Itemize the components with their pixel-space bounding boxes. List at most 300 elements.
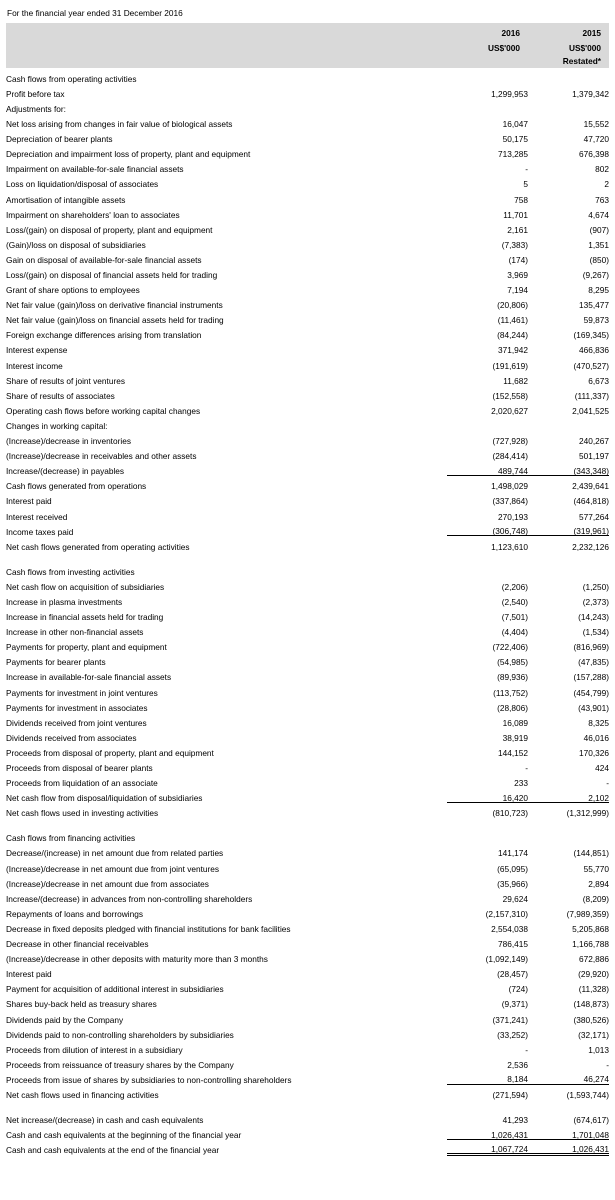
row-label: (Increase)/decrease in net amount due from associates (6, 878, 209, 889)
row-label: Net cash flows used in financing activities (6, 1089, 159, 1100)
row-value-2016: (33,252) (497, 1029, 528, 1040)
table-row (6, 1124, 609, 1139)
row-value-2015: (319,961) (573, 526, 609, 537)
table-row (6, 1009, 609, 1024)
row-label: (Increase)/decrease in other deposits with maturity more than 3 months (6, 954, 268, 965)
row-value-2015: 2,102 (588, 792, 609, 803)
row-value-2015: (8,209) (582, 893, 609, 904)
row-value-2016: (722,406) (492, 642, 528, 653)
row-value-2016: 7,194 (507, 285, 528, 296)
row-value-2015: 577,264 (579, 511, 609, 522)
row-value-2016: 11,682 (503, 375, 528, 386)
row-label: Proceeds from disposal of bearer plants (6, 763, 153, 774)
table-row (6, 355, 609, 370)
row-value-2015: 2,439,641 (528, 476, 609, 491)
table-row (6, 249, 609, 264)
table-row (6, 310, 609, 325)
row-value-2016: 233 (514, 778, 528, 789)
table-row (6, 491, 609, 506)
row-value-2015: 5,205,868 (572, 923, 609, 934)
row-value-2016: 1,498,029 (447, 476, 528, 491)
row-label: Loss on liquidation/disposal of associates (6, 179, 159, 190)
row-label: Loss/(gain) on disposal of property, plant and equipment (6, 224, 213, 235)
table-row (6, 264, 609, 279)
row-value-2016: 141,174 (498, 848, 528, 859)
row-value-2015: 1,379,342 (572, 88, 609, 99)
row-value-2016: (724) (508, 984, 528, 995)
row-label: Payment for acquisition of additional interest in subsidiaries (6, 984, 224, 995)
row-value-2016: (284,414) (492, 451, 528, 462)
header-unit-2015: US$'000 (528, 38, 609, 53)
row-label: Increase in available-for-sale financial assets (6, 672, 172, 683)
row-value-2015: (32,171) (578, 1029, 609, 1040)
row-value-2015: 46,016 (583, 732, 609, 743)
row-label: Amortisation of intangible assets (6, 194, 126, 205)
row-value-2016: 50,175 (502, 134, 528, 145)
table-row (6, 219, 609, 234)
row-value-2015: 672,886 (579, 954, 609, 965)
row-label: Cash and cash equivalents at the end of the financial year (6, 1145, 220, 1156)
row-value-2015: 4,674 (588, 209, 609, 220)
row-value-2015: 6,673 (588, 375, 609, 386)
row-label: Profit before tax (6, 88, 65, 99)
table-row (6, 1039, 609, 1054)
spacer-cell (447, 551, 528, 561)
row-label: Dividends paid by the Company (6, 1014, 124, 1025)
row-value-2016: (2,540) (501, 596, 528, 607)
row-value-2016: - (525, 164, 528, 175)
table-row (6, 652, 609, 667)
row-label: Increase in plasma investments (6, 596, 123, 607)
row-value-2016: (28,457) (497, 969, 528, 980)
cash-flow-table (6, 23, 609, 1156)
row-label: Share of results of joint ventures (6, 375, 125, 386)
row-value-2015: (907) (589, 224, 609, 235)
header-restated-2016 (447, 53, 528, 68)
row-value-2016: 713,285 (498, 149, 528, 160)
table-row (6, 682, 609, 697)
row-value-2016: (7,501) (501, 612, 528, 623)
row-label: Gain on disposal of available-for-sale financial assets (6, 254, 202, 265)
row-value-2015: 1,013 (588, 1044, 609, 1055)
table-row (6, 400, 609, 415)
table-row (6, 415, 609, 430)
row-label: Impairment on available-for-sale financial assets (6, 164, 184, 175)
row-value-2015 (528, 561, 609, 576)
row-value-2016: (28,806) (497, 702, 528, 713)
row-label: Interest paid (6, 496, 52, 507)
row-label: Proceeds from disposal of property, plant and equipment (6, 747, 214, 758)
row-value-2016: 41,293 (502, 1115, 528, 1126)
table-row (6, 994, 609, 1009)
row-label: Net increase/(decrease) in cash and cash equivalents (6, 1115, 204, 1126)
table-row (6, 294, 609, 309)
table-row (6, 772, 609, 787)
header-units-blank (6, 38, 447, 53)
table-spacer-row (6, 818, 609, 828)
table-row (6, 445, 609, 460)
header-restated-blank (6, 53, 447, 68)
row-value-2015 (528, 828, 609, 843)
row-label: Income taxes paid (6, 526, 74, 537)
row-label: Payments for investment in joint ventures (6, 687, 158, 698)
row-value-2015: 424 (595, 763, 609, 774)
table-row (6, 370, 609, 385)
row-label: Increase in other non-financial assets (6, 627, 144, 638)
row-label: Proceeds from issue of shares by subsidiaries to non-controlling shareholders (6, 1074, 292, 1085)
row-value-2015: (14,243) (578, 612, 609, 623)
row-value-2016: 786,415 (498, 939, 528, 950)
row-label: Decrease/(increase) in net amount due from related parties (6, 848, 224, 859)
table-spacer-row (6, 1099, 609, 1109)
table-row (6, 340, 609, 355)
row-value-2015: (148,873) (573, 999, 609, 1010)
table-row (6, 903, 609, 918)
row-label: Payments for property, plant and equipment (6, 642, 167, 653)
row-value-2016: (65,095) (497, 863, 528, 874)
row-value-2015: 46,274 (583, 1074, 609, 1085)
row-value-2016: 2,020,627 (491, 405, 528, 416)
row-value-2015: 1,351 (588, 239, 609, 250)
row-value-2015: (2,373) (582, 596, 609, 607)
row-value-2015: 8,325 (588, 717, 609, 728)
row-label: Impairment on shareholders' loan to associates (6, 209, 180, 220)
table-row (6, 98, 609, 113)
row-value-2016: (306,748) (492, 526, 528, 537)
row-value-2015: 1,026,431 (528, 1139, 609, 1154)
row-label: Dividends received from associates (6, 732, 137, 743)
row-label: Dividends received from joint ventures (6, 717, 147, 728)
spacer-cell (6, 818, 447, 828)
row-value-2015 (528, 68, 609, 83)
row-value-2015: 501,197 (579, 451, 609, 462)
row-value-2015: (1,593,744) (528, 1084, 609, 1099)
row-label: Increase in financial assets held for trading (6, 612, 164, 623)
table-body (6, 68, 609, 1155)
table-row (6, 727, 609, 742)
header-row-years (6, 23, 609, 38)
row-label: Depreciation and impairment loss of property, plant and equipment (6, 149, 251, 160)
table-row (6, 948, 609, 963)
table-row (6, 204, 609, 219)
row-label: Proceeds from dilution of interest in a subsidiary (6, 1044, 183, 1055)
row-label: Foreign exchange differences arising from translation (6, 330, 202, 341)
table-header (6, 23, 609, 68)
row-label: Decrease in other financial receivables (6, 939, 149, 950)
row-value-2015: (47,835) (578, 657, 609, 668)
row-value-2015: 466,836 (579, 345, 609, 356)
row-label: Interest income (6, 360, 63, 371)
row-value-2016: (89,936) (497, 672, 528, 683)
row-label: Interest expense (6, 345, 68, 356)
table-row (6, 385, 609, 400)
row-value-2015: 240,267 (579, 436, 609, 447)
table-row (6, 576, 609, 591)
row-value-2016: 371,942 (498, 345, 528, 356)
table-row (6, 667, 609, 682)
row-value-2016: (727,928) (492, 436, 528, 447)
row-value-2016: (9,371) (501, 999, 528, 1010)
row-value-2016 (447, 561, 528, 576)
row-label: Increase/(decrease) in payables (6, 466, 125, 477)
period-caption: For the financial year ended 31 December 2016 (7, 8, 183, 18)
row-value-2016: (2,157,310) (485, 908, 528, 919)
table-row (6, 1109, 609, 1124)
table-row (6, 757, 609, 772)
row-value-2016: (11,461) (497, 315, 528, 326)
row-value-2015: - (606, 1059, 609, 1070)
row-label: Payments for bearer plants (6, 657, 106, 668)
row-label: Payments for investment in associates (6, 702, 148, 713)
table-row (6, 918, 609, 933)
row-value-2015: 1,701,048 (572, 1129, 609, 1140)
row-value-2015: (470,527) (573, 360, 609, 371)
row-value-2016: (113,752) (493, 687, 528, 698)
row-value-2016: 144,152 (498, 747, 528, 758)
row-value-2016: (810,723) (447, 803, 528, 818)
row-value-2016: - (525, 763, 528, 774)
row-value-2015: (144,851) (573, 848, 609, 859)
table-row (6, 536, 609, 551)
table-row (6, 234, 609, 249)
row-value-2015: 2,041,525 (572, 405, 609, 416)
row-value-2016: - (525, 1044, 528, 1055)
table-row (6, 933, 609, 948)
row-label: Share of results of associates (6, 390, 115, 401)
row-value-2016: (174) (508, 254, 528, 265)
row-label: Increase/(decrease) in advances from non-controlling shareholders (6, 893, 253, 904)
table-row (6, 143, 609, 158)
table-row (6, 476, 609, 491)
row-value-2016 (447, 68, 528, 83)
row-value-2016: (152,558) (492, 390, 528, 401)
table-row (6, 858, 609, 873)
row-value-2016: (1,092,149) (485, 954, 528, 965)
table-row (6, 83, 609, 98)
table-row (6, 787, 609, 802)
row-value-2015: 55,770 (583, 863, 609, 874)
row-value-2016: 1,067,724 (447, 1139, 528, 1154)
row-value-2015: 59,873 (583, 315, 609, 326)
row-value-2016: 1,123,610 (447, 536, 528, 551)
spacer-cell (6, 551, 447, 561)
row-value-2016: (7,383) (501, 239, 528, 250)
row-value-2015: 135,477 (579, 300, 609, 311)
row-value-2016 (447, 415, 528, 430)
row-label: Loss/(gain) on disposal of financial assets held for trading (6, 270, 218, 281)
header-year-2016: 2016 (447, 23, 528, 38)
row-value-2016 (447, 98, 528, 113)
row-value-2015: 2,232,126 (528, 536, 609, 551)
row-label: (Increase)/decrease in net amount due from joint ventures (6, 863, 220, 874)
table-row (6, 113, 609, 128)
row-value-2015: (1,534) (582, 627, 609, 638)
table-row (6, 979, 609, 994)
table-row (6, 159, 609, 174)
row-value-2015: 2 (604, 179, 609, 190)
header-row-restated (6, 53, 609, 68)
row-value-2015: 8,295 (588, 285, 609, 296)
row-value-2016: 11,701 (503, 209, 528, 220)
row-value-2015: (816,969) (573, 642, 609, 653)
table-row (6, 561, 609, 576)
table-row (6, 174, 609, 189)
row-label: Net loss arising from changes in fair value of biological assets (6, 119, 233, 130)
row-value-2016: 2,161 (507, 224, 528, 235)
row-label: Net cash flows used in investing activities (6, 808, 159, 819)
row-label: Cash and cash equivalents at the beginning of the financial year (6, 1130, 242, 1141)
row-value-2016: 1,026,431 (491, 1129, 528, 1140)
row-value-2016: 758 (514, 194, 528, 205)
table-row (6, 325, 609, 340)
row-label: (Gain)/loss on disposal of subsidiaries (6, 239, 146, 250)
row-value-2015: (11,328) (578, 984, 609, 995)
row-value-2015 (528, 415, 609, 430)
spacer-cell (528, 818, 609, 828)
row-value-2016: 270,193 (498, 511, 528, 522)
row-label: Proceeds from reissuance of treasury shares by the Company (6, 1059, 234, 1070)
row-value-2015: (454,799) (573, 687, 609, 698)
table-row (6, 1024, 609, 1039)
table-row (6, 1069, 609, 1084)
table-row (6, 828, 609, 843)
row-label: Interest received (6, 511, 68, 522)
spacer-cell (447, 1099, 528, 1109)
row-value-2016: (271,594) (447, 1084, 528, 1099)
row-label: Operating cash flows before working capital changes (6, 405, 201, 416)
row-value-2015: (1,312,999) (528, 803, 609, 818)
row-label: Net fair value (gain)/loss on derivative financial instruments (6, 300, 223, 311)
row-label: Grant of share options to employees (6, 285, 140, 296)
table-row (6, 712, 609, 727)
header-year-2015: 2015 (528, 23, 609, 38)
row-value-2015: 763 (595, 194, 609, 205)
row-label: Shares buy-back held as treasury shares (6, 999, 157, 1010)
row-label: Changes in working capital: (6, 420, 108, 431)
spacer-cell (6, 1099, 447, 1109)
row-value-2016: (2,206) (501, 581, 528, 592)
row-value-2016: (371,241) (492, 1014, 528, 1025)
table-row (6, 68, 609, 83)
row-label: Adjustments for: (6, 103, 66, 114)
table-row (6, 742, 609, 757)
table-row (6, 1084, 609, 1099)
table-row (6, 873, 609, 888)
header-restated-2015: Restated* (528, 53, 609, 68)
spacer-cell (528, 1099, 609, 1109)
row-label: Dividends paid to non-controlling shareholders by subsidiaries (6, 1029, 234, 1040)
row-value-2016: 8,184 (507, 1074, 528, 1085)
row-label: Proceeds from liquidation of an associate (6, 778, 158, 789)
row-label: Cash flows generated from operations (6, 481, 147, 492)
row-label: Cash flows from financing activities (6, 833, 136, 844)
row-value-2016: 5 (523, 179, 528, 190)
row-value-2016: (84,244) (497, 330, 528, 341)
row-value-2016: 38,919 (502, 732, 528, 743)
row-label: Cash flows from investing activities (6, 566, 135, 577)
row-value-2015: (850) (589, 254, 609, 265)
row-value-2016: (4,404) (501, 627, 528, 638)
row-value-2015: (157,288) (573, 672, 609, 683)
table-row (6, 521, 609, 536)
row-value-2015: (29,920) (578, 969, 609, 980)
row-value-2016: 2,536 (507, 1059, 528, 1070)
row-value-2015: - (606, 778, 609, 789)
table-row (6, 843, 609, 858)
row-value-2015: 2,894 (588, 878, 609, 889)
row-label: (Increase)/decrease in receivables and other assets (6, 451, 197, 462)
row-value-2015: (111,337) (574, 390, 609, 401)
row-value-2015: 1,166,788 (572, 939, 609, 950)
row-label: Cash flows from operating activities (6, 73, 137, 84)
row-label: (Increase)/decrease in inventories (6, 436, 131, 447)
row-value-2015: (464,818) (573, 496, 609, 507)
row-value-2016 (447, 828, 528, 843)
table-row (6, 636, 609, 651)
row-value-2015: 802 (595, 164, 609, 175)
header-unit-2016: US$'000 (447, 38, 528, 53)
table-row (6, 888, 609, 903)
row-value-2015: (380,526) (573, 1014, 609, 1025)
row-label: Depreciation of bearer plants (6, 134, 113, 145)
table-row (6, 1054, 609, 1069)
row-label: Net fair value (gain)/loss on financial assets held for trading (6, 315, 224, 326)
row-value-2016: 29,624 (502, 893, 528, 904)
table-row (6, 606, 609, 621)
row-value-2016: 16,420 (502, 792, 528, 803)
header-row-units (6, 38, 609, 53)
row-label: Decrease in fixed deposits pledged with financial institutions for bank facilities (6, 923, 291, 934)
spacer-cell (447, 818, 528, 828)
table-row (6, 1139, 609, 1154)
row-value-2016: 3,969 (507, 270, 528, 281)
row-value-2015: (343,348) (573, 465, 609, 476)
table-row (6, 697, 609, 712)
row-value-2016: 2,554,038 (491, 923, 528, 934)
table-row (6, 279, 609, 294)
row-value-2015: (7,989,359) (566, 908, 609, 919)
row-value-2015 (528, 98, 609, 113)
spacer-cell (528, 551, 609, 561)
table-row (6, 506, 609, 521)
table-row (6, 189, 609, 204)
table-row (6, 803, 609, 818)
row-value-2015: 15,552 (583, 119, 609, 130)
row-value-2016: 16,089 (502, 717, 528, 728)
row-value-2016: (20,806) (497, 300, 528, 311)
row-value-2016: 489,744 (498, 465, 528, 476)
row-label: Net cash flows generated from operating activities (6, 541, 190, 552)
table-spacer-row (6, 551, 609, 561)
row-value-2015: (43,901) (578, 702, 609, 713)
row-label: Repayments of loans and borrowings (6, 908, 143, 919)
table-row (6, 128, 609, 143)
row-value-2015: (169,345) (573, 330, 609, 341)
row-label: Net cash flow from disposal/liquidation of subsidiaries (6, 793, 203, 804)
row-value-2015: (674,617) (573, 1115, 609, 1126)
row-value-2015: 676,398 (579, 149, 609, 160)
row-value-2016: 1,299,953 (491, 88, 528, 99)
table-row (6, 591, 609, 606)
row-value-2015: 170,326 (579, 747, 609, 758)
row-value-2016: (54,985) (497, 657, 528, 668)
table-row (6, 963, 609, 978)
row-label: Net cash flow on acquisition of subsidiaries (6, 581, 165, 592)
row-label: Interest paid (6, 969, 52, 980)
row-value-2016: (35,966) (497, 878, 528, 889)
row-value-2016: (337,864) (492, 496, 528, 507)
row-value-2015: (9,267) (582, 270, 609, 281)
